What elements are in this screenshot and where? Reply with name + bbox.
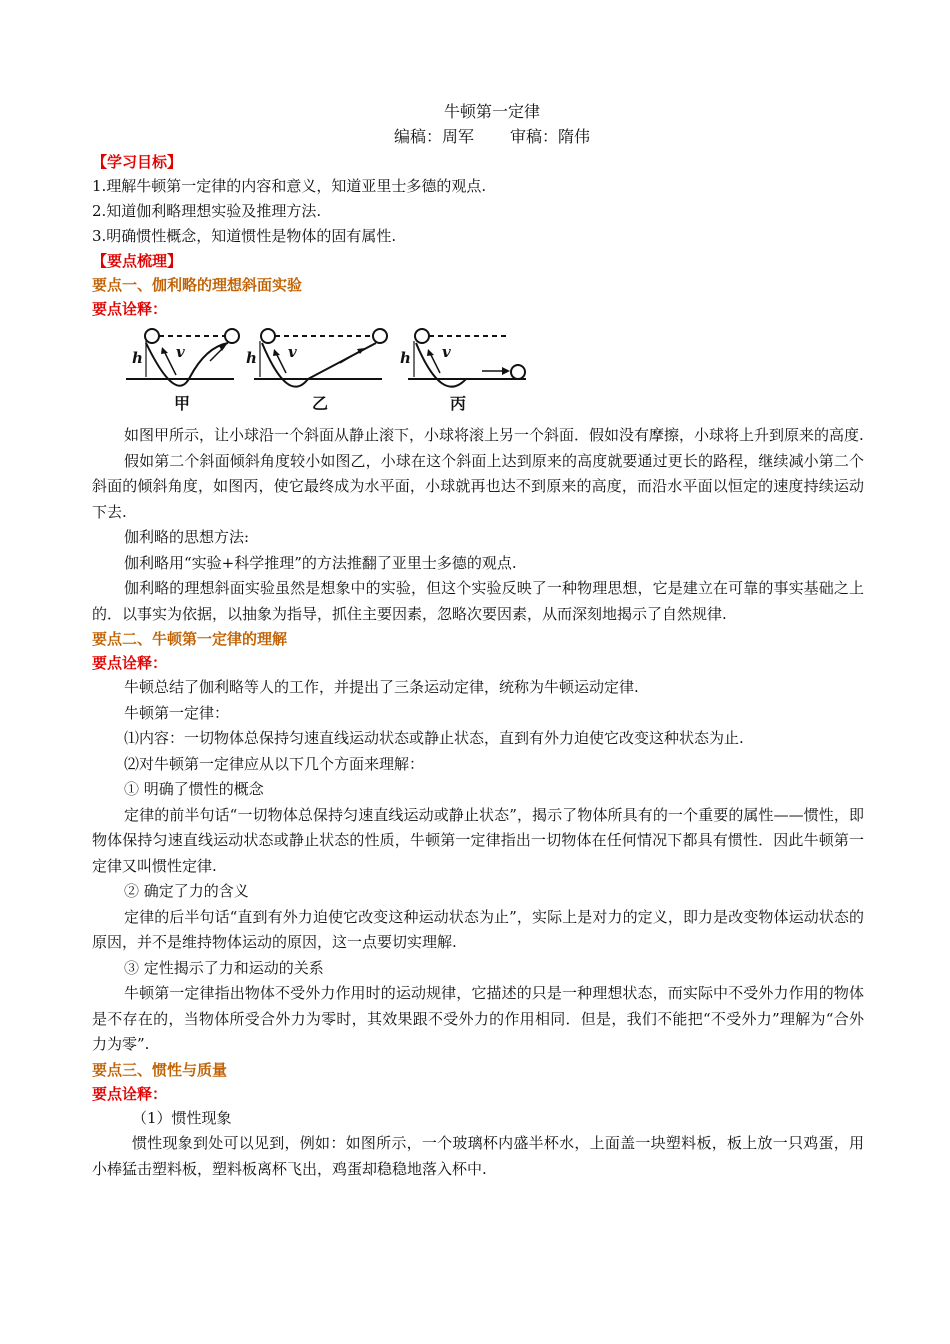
- paragraph: 定律的后半句话“直到有外力迫使它改变这种运动状态为止”，实际上是对力的定义，即力是改变物体运动状态的原因，并不是维持物体运动的原因，这一点要切实理解.: [92, 907, 864, 951]
- goal-item: 1.理解牛顿第一定律的内容和意义，知道亚里士多德的观点.: [92, 177, 487, 195]
- paragraph: ⑴内容：一切物体总保持匀速直线运动状态或静止状态，直到有外力迫使它改变这种状态为止.: [124, 729, 744, 747]
- paragraph: 牛顿第一定律指出物体不受外力作用时的运动规律，它描述的只是一种理想状态，而实际中不受外力作用的物体是不存在的，当物体所受合外力为零时，其效果跟不受外力的作用相同．但是，我们不能把“不受外力”理解为“合外力为零”.: [92, 984, 864, 1053]
- paragraph: ③ 定性揭示了力和运动的关系: [124, 958, 324, 977]
- paragraph: ② 确定了力的含义: [124, 882, 249, 900]
- velocity-arrowhead: [161, 347, 168, 354]
- paragraph: ⑵对牛顿第一定律应从以下几个方面来理解：: [124, 754, 425, 773]
- figure-bing: [408, 329, 526, 387]
- points-heading: 【要点梳理】: [92, 252, 183, 270]
- paragraph: （1）惯性现象: [132, 1108, 232, 1127]
- paragraph: 伽利略用“实验+科学推理”的方法推翻了亚里士多德的观点.: [124, 553, 517, 572]
- paragraph: 牛顿总结了伽利略等人的工作，并提出了三条运动定律，统称为牛顿运动定律.: [124, 678, 639, 696]
- height-label: h: [246, 349, 257, 367]
- goal-item: 2.知道伽利略理想实验及推理方法.: [92, 202, 322, 220]
- section3-note: 要点诠释：: [92, 1084, 168, 1103]
- velocity-arrowhead: [273, 349, 280, 356]
- incline-experiment-figure: [126, 327, 864, 417]
- velocity-label: v: [176, 343, 185, 361]
- height-label: h: [400, 349, 411, 367]
- section2-heading: 要点二、牛顿第一定律的理解: [92, 630, 288, 648]
- editor-credit: 编稿：周军: [393, 127, 474, 146]
- velocity-arrowhead: [502, 367, 510, 375]
- velocity-label: v: [288, 343, 297, 361]
- figure-label-jia: 甲: [174, 394, 191, 413]
- paragraph: 假如第二个斜面倾斜角度较小如图乙，小球在这个斜面上达到原来的高度就要通过更长的路程，继续减小第二个斜面的倾斜角度，如图丙，使它最终成为水平面，小球就再也达不到原来的高度，而沿水平面以恒定的速度持续运动下去.: [92, 451, 864, 521]
- incline-figure-svg: [126, 327, 546, 415]
- paragraph: ① 明确了惯性的概念: [124, 780, 264, 798]
- section1-heading: 要点一、伽利略的理想斜面实验: [92, 276, 303, 294]
- goals-heading: 【学习目标】: [92, 153, 183, 171]
- paragraph: 定律的前半句话“一切物体总保持匀速直线运动或静止状态”，揭示了物体所具有的一个重要的属性——惯性，即物体保持匀速直线运动状态或静止状态的性质，牛顿第一定律指出一切物体在任何情况下都具有惯性．因此牛顿第一定律又叫惯性定律.: [92, 805, 864, 875]
- reviewer-credit: 审稿：隋伟: [510, 127, 591, 146]
- paragraph: 牛顿第一定律：: [124, 703, 230, 722]
- paragraph: 惯性现象到处可以见到，例如：如图所示，一个玻璃杯内盛半杯水，上面盖一块塑料板，板上放一只鸡蛋，用小棒猛击塑料板，塑料板离杯飞出，鸡蛋却稳稳地落入杯中.: [92, 1134, 864, 1178]
- section3-heading: 要点三、惯性与质量: [92, 1060, 228, 1079]
- section2-note: 要点诠释：: [92, 654, 168, 672]
- velocity-arrowhead: [427, 349, 434, 356]
- paragraph: 伽利略的理想斜面实验虽然是想象中的实验，但这个实验反映了一种物理思想，它是建立在可靠的事实基础之上的．以事实为依据，以抽象为指导，抓住主要因素，忽略次要因素，从而深刻地揭示了自然规律.: [92, 579, 864, 623]
- document-page: [92, 100, 864, 1182]
- figure-yi: [254, 329, 387, 387]
- doc-credits: [120, 124, 864, 150]
- paragraph: 伽利略的思想方法:: [124, 528, 250, 546]
- doc-title: 牛顿第一定律: [443, 102, 540, 121]
- figure-label-yi: 乙: [312, 394, 329, 413]
- paragraph: 如图甲所示，让小球沿一个斜面从静止滚下，小球将滚上另一个斜面．假如没有摩擦，小球将上升到原来的高度.: [124, 426, 864, 444]
- figure-label-bing: 丙: [450, 394, 467, 413]
- section1-note: 要点诠释：: [92, 300, 168, 318]
- velocity-label: v: [442, 343, 451, 361]
- height-label: h: [132, 349, 143, 367]
- goal-item: 3.明确惯性概念，知道惯性是物体的固有属性.: [92, 227, 397, 245]
